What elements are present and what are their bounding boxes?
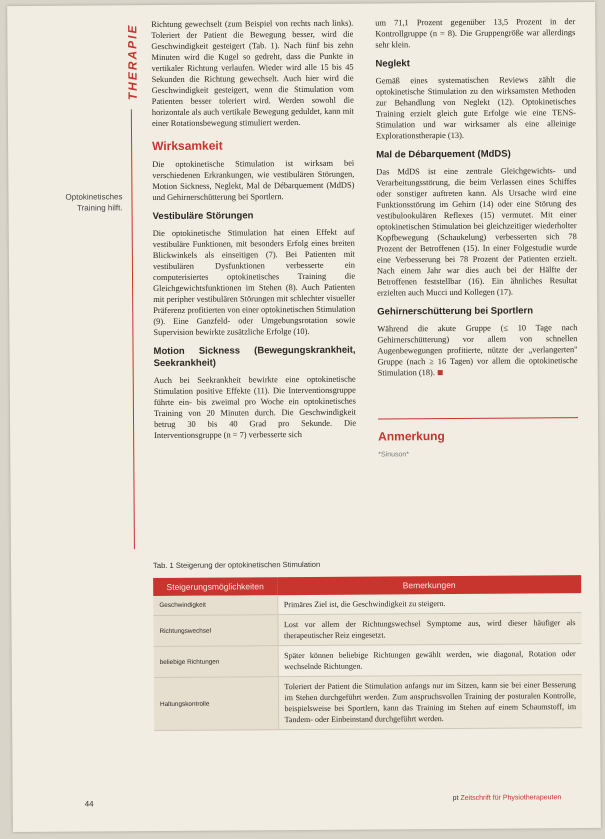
intro-paragraph: Richtung gewechselt (zum Beispiel von rechts nach links). Toleriert der Patient die Bewegung besser, wird die Geschwindigkeit gesteigert (Tab. 1). Nach fünf bis zehn Minuten wird die Kugel so gedreht, dass die Punkte in vertikaler Richtung verlaufen. Wieder wird alle 15 bis 45 Sekunden die Richtung gewechselt. Auch hier wird die Geschwindigkeit gesteigert, wenn die Stimulation vom Patienten besser toleriert wird. Werden sowohl die horizontale als auch vertikale Bewegung geduldet, kann mit einer Rotationsbewegung stimuliert werden. <box>151 18 354 129</box>
table-cell-text: Toleriert der Patient die Stimulation anfangs nur im Sitzen, kann sie bei einer Besserung im Stehen durchgeführt werden. Zum anspruchsvollen Training der posturalen Kontrolle, beispielsweise bei Sportlern, kann das Training im Stehen auf einem Schaumstoff, im Tandem- oder Einbeinstand durchgeführt werden. <box>278 675 582 730</box>
margin-note: Optokinetisches Training hilft. <box>65 192 123 213</box>
right-column <box>375 16 578 460</box>
table-header-2: Bemerkungen <box>277 575 581 595</box>
footer-brand: Zeitschrift für Physiotherapeuten <box>460 794 562 802</box>
neglekt-paragraph: Gemäß eines systematischen Reviews zählt die optokinetische Stimulation zu den wirksamsten Methoden zur Behandlung von Neglekt (12). Optokinetisches Training erzielt gleich gute Erfolge wie eine TENS-Stimulation und war wirksamer als eine alleinige Explorationstherapie (13). <box>375 75 576 141</box>
mdds-paragraph: Das MdDS ist eine zentrale Gleichgewichts- und Verarbeitungsstörung, die beim Verlassen eines Schiffes oder sonstiger auftreten kann. Als Ursache wird eine Funktionsstörung im Gehirn (14) oder eine Störung des vestibulookulären Reflexes (15) vermutet. Mit einer optokinetischen Stimulation bei gleichzeitiger wiederholter Kopfbewegung (Schaukelung) verbesserten sich 78 Prozent der Betroffenen (15). In einer Folgestudie wurde eine Verbesserung bei 78 Prozent der Patienten erzielt. Nach einem Jahr war dies auch bei der Hälfte der Betroffenen feststellbar (16). Ein ähnliches Resultat erzielten auch Mucci und Kollegen (17). <box>376 166 578 298</box>
table-1 <box>153 558 582 731</box>
gehirn-paragraph <box>377 322 577 378</box>
table-row <box>154 675 582 731</box>
margin-rule <box>131 109 135 549</box>
gehirn-text: Während die akute Gruppe (≤ 10 Tage nach Gehirnerschütterung) vor allem von schnellen Augenbewegungen profitierte, nützte der „verlangerten" Gruppe (nach ≥ 16 Tagen) vor allem die optokinetische Stimulation (18). <box>377 323 578 378</box>
table-cell-text: Später können beliebige Richtungen gewählt werden, wie diagonal, Rotation oder wechselnde Richtungen. <box>278 644 582 677</box>
end-mark-icon <box>438 370 443 375</box>
steigerung-table <box>153 575 582 731</box>
table-cell-name: beliebige Richtungen <box>154 646 278 678</box>
footer-prefix: pt <box>452 794 459 802</box>
heading-wirksamkeit: Wirksamkeit <box>152 138 223 154</box>
vestibulaere-paragraph: Die optokinetische Stimulation hat einen Effekt auf vestibuläre Funktionen, mit besonders Erfolg eines breiten Blickwinkels als einseitigen (7). Bei Patienten mit vestibulären Dysfunktionen verbesserte ein computerisiertes optokinetisches Training die Gleichgewichtsfunktionen im Stehen (8). Auch Patienten mit peripher vestibulären Störungen mit schlechter visueller Präferenz profitierten von einer optokinetischen Stimulation (9). Eine Ganzfeld- oder Umgebungsrotation sowie Supervision bewirkte zusätzliche Erfolge (10). <box>152 227 356 338</box>
table-cell-text: Primäres Ziel ist, die Geschwindigkeit zu steigern. <box>277 593 581 615</box>
table-cell-name: Haltungskontrolle <box>154 677 278 731</box>
footer <box>453 794 562 802</box>
heading-gehirnerschuetterung: Gehirnerschütterung bei Sportlern <box>377 305 534 318</box>
anmerkung-text: *Sinuson* <box>378 451 410 459</box>
heading-motion-sickness: Motion Sickness (Bewegungskrankheit, Seekrankheit) <box>153 344 356 370</box>
table-caption: Tab. 1 Steigerung der optokinetischen Stimulation <box>153 559 321 571</box>
heading-vestibulaere: Vestibuläre Störungen <box>152 210 254 223</box>
table-cell-name: Richtungswechsel <box>153 615 277 647</box>
heading-anmerkung: Anmerkung <box>378 429 445 444</box>
heading-neglekt: Neglekt <box>375 58 410 70</box>
table-row <box>153 613 581 647</box>
page-number: 44 <box>84 799 94 809</box>
continuation-paragraph: um 71,1 Prozent gegenüber 13,5 Prozent in der Kontrollgruppe (n = 8). Die Gruppengröße war allerdings sehr klein. <box>375 17 576 50</box>
table-cell-text: Lost vor allem der Richtungswechsel Symptome aus, wird dieser häufiger als therapeutischer Reiz eingesetzt. <box>277 613 581 646</box>
divider <box>378 417 578 419</box>
magazine-page <box>7 2 601 832</box>
left-column <box>151 18 356 445</box>
heading-mdds: Mal de Débarquement (MdDS) <box>376 148 511 161</box>
wirksamkeit-paragraph: Die optokinetische Stimulation ist wirksam bei verschiedenen Erkrankungen, wie vestibulären Störungen, Motion Sickness, Neglekt, Mal de Débarquement (MdDS) und Gehirnerschütterung bei Sportlern. <box>152 158 355 203</box>
motion-paragraph: Auch bei Seekrankheit bewirkte eine optokinetische Stimulation positive Effekte (11). Die Interventionsgruppe führte ein- bis zweimal pro Woche ein optokinetisches Training von 20 Minuten durch. Die Geschwindigkeit betrug 30 bis 40 Grad pro Sekunde. Die Interventionsgruppe (n = 7) verbesserte sich <box>153 374 357 441</box>
section-tag: THERAPIE <box>125 23 140 101</box>
table-row <box>154 644 582 678</box>
table-header-1: Steigerungsmöglichkeiten <box>153 577 277 596</box>
table-cell-name: Geschwindigkeit <box>153 595 277 615</box>
